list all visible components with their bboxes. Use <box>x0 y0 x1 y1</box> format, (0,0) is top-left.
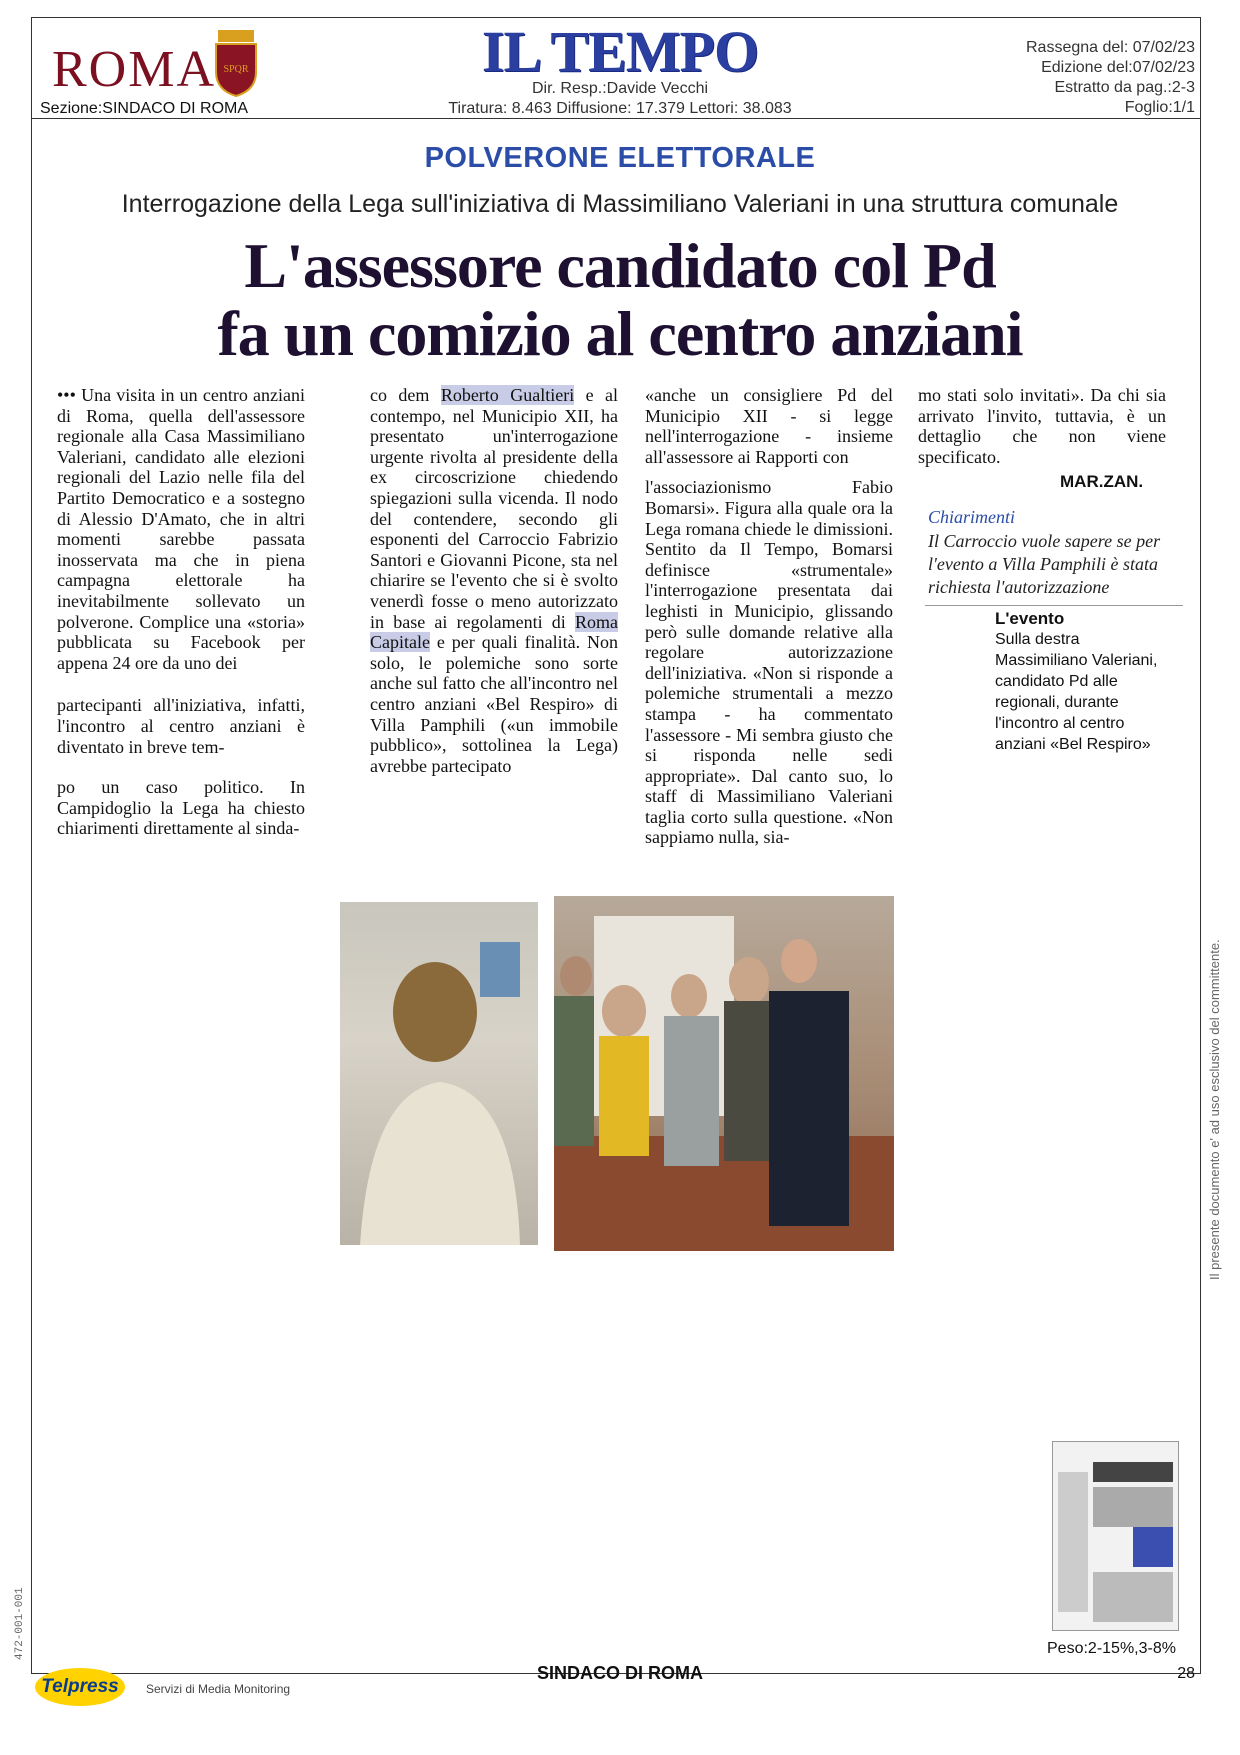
caption-title: L'evento <box>995 609 1065 628</box>
article-kicker: POLVERONE ELETTORALE <box>424 142 816 174</box>
header-divider <box>31 118 1201 119</box>
headline-line-1: L'assessore candidato col Pd <box>244 230 996 301</box>
box-divider <box>925 605 1183 606</box>
extract-pages: Estratto da pag.:2-3 <box>1054 79 1195 96</box>
svg-text:SPQR: SPQR <box>223 64 249 75</box>
woman-figure-icon <box>340 902 538 1245</box>
edition-date: Edizione del:07/02/23 <box>1041 59 1195 76</box>
caption-text: Sulla destra Massimiliano Valeriani, candidato Pd alle regionali, durante l'incontro al centro anziani «Bel Respiro» <box>995 631 1158 753</box>
article-column-1 <box>57 385 305 839</box>
paragraph <box>370 385 618 776</box>
review-meta <box>1026 38 1195 118</box>
circulation: Tiratura: 8.463 Diffusione: 17.379 Lettori: 38.083 <box>448 100 792 117</box>
box-label: Chiarimenti <box>928 507 1016 527</box>
text-run: e al contempo, nel Municipio XII, ha presentato un'interrogazione urgente rivolta al presidente della ex circoscrizione chiedendo spiegazioni sulla vicenda. Il nodo del contendere, secondo gli esponenti del Carroccio Fabrizio Santori e Giovanni Picone, sta nel chiarire se l'evento che si è svolto venerdì fosse o meno autorizzato in base ai regolamenti di <box>370 385 619 632</box>
highlight-roma-capitale: Roma Capitale <box>370 611 618 653</box>
article-column-3 <box>645 385 893 848</box>
highlight-gualtieri: Roberto Gualtieri <box>440 385 575 405</box>
article-column-2 <box>370 385 618 776</box>
rassegna-date: Rassegna del: 07/02/23 <box>1025 39 1195 56</box>
photo-left <box>340 902 538 1245</box>
photo-caption <box>995 608 1175 755</box>
meeting-scene-icon <box>554 896 894 1251</box>
page-number: 28 <box>1177 1665 1195 1682</box>
disclaimer-vertical: Il presente documento e' ad uso esclusivo del committente. <box>1207 939 1222 1280</box>
sheet-count: Foglio:1/1 <box>1124 99 1195 116</box>
document-code: 472-001-001 <box>14 1587 26 1660</box>
paragraph: partecipanti all'iniziativa, infatti, l'incontro al centro anziani è diventato in breve tem- <box>57 695 305 757</box>
article-column-4 <box>918 385 1166 467</box>
text-run: co dem <box>370 385 441 405</box>
author-signature: MAR.ZAN. <box>1060 472 1144 491</box>
director: Dir. Resp.:Davide Vecchi <box>531 80 709 97</box>
telpress-logo: Telpress <box>35 1668 125 1706</box>
newspaper-thumbnail-icon <box>1053 1442 1178 1630</box>
weight-label: Peso:2-15%,3-8% <box>1047 1640 1176 1657</box>
article-subtitle: Interrogazione della Lega sull'iniziativa di Massimiliano Valeriani in una struttura comunale <box>121 190 1119 218</box>
photo-right <box>554 896 894 1251</box>
roma-crest-icon <box>212 28 260 98</box>
page-thumbnail <box>1052 1441 1179 1631</box>
paragraph: l'associazionismo Fabio Bomarsi». Figura alla quale ora la Lega romana chiede le dimissioni. Sentito da Il Tempo, Bomarsi definisce «strumentale» l'interrogazione presentata dai leghisti in Municipio, glissando però sulle domande relative alla regolare autorizzazione dell'iniziativa. «Non si risponde a polemiche strumentali a mezzo stampa - ha commentato l'assessore - Mi sembra giusto che si risponda nelle sedi appropriate». Dal canto suo, lo staff di Massimiliano Valeriani taglia corto sulla questione. «Non sappiamo nulla, sia- <box>645 477 893 848</box>
paragraph: po un caso politico. In Campidoglio la Lega ha chiesto chiarimenti direttamente al sinda- <box>57 777 305 839</box>
text-run: e per quali finalità. Non solo, le polemiche sono sorte anche sul fatto che all'incontro nel centro anziani «Bel Respiro» di Villa Pamphili («un immobile pubblico», sottolinea la Lega) avrebbe partecipato <box>370 632 618 776</box>
masthead: IL TEMPO <box>481 19 759 84</box>
telpress-tagline: Servizi di Media Monitoring <box>146 1682 291 1696</box>
paragraph: «anche un consigliere Pd del Municipio XII - si legge nell'interrogazione - insieme all'assessore ai Rapporti con <box>645 385 893 467</box>
roma-logo: ROMA <box>52 41 217 98</box>
footer-title: SINDACO DI ROMA <box>537 1663 703 1683</box>
box-text: Il Carroccio vuole sapere se per l'evento a Villa Pamphili è stata richiesta l'autorizzazione <box>928 531 1161 597</box>
headline-line-2: fa un comizio al centro anziani <box>217 298 1023 369</box>
section-label: Sezione:SINDACO DI ROMA <box>40 100 249 117</box>
paragraph: mo stati solo invitati». Da chi sia arrivato l'invito, tuttavia, è un dettaglio che non viene specificato. <box>918 385 1166 467</box>
article-headline <box>0 232 1240 368</box>
paragraph: ••• Una visita in un centro anziani di Roma, quella dell'assessore regionale alla Casa Massimiliano Valeriani, candidato alle elezioni regionali del Lazio nelle fila del Partito Democratico e a sostegno di Alessio D'Amato, che in altri momenti sarebbe passata inosservata ma che in piena campagna elettorale ha inevitabilmente sollevato un polverone. Complice una «storia» pubblicata su Facebook per appena 24 ore da uno dei <box>57 385 305 673</box>
